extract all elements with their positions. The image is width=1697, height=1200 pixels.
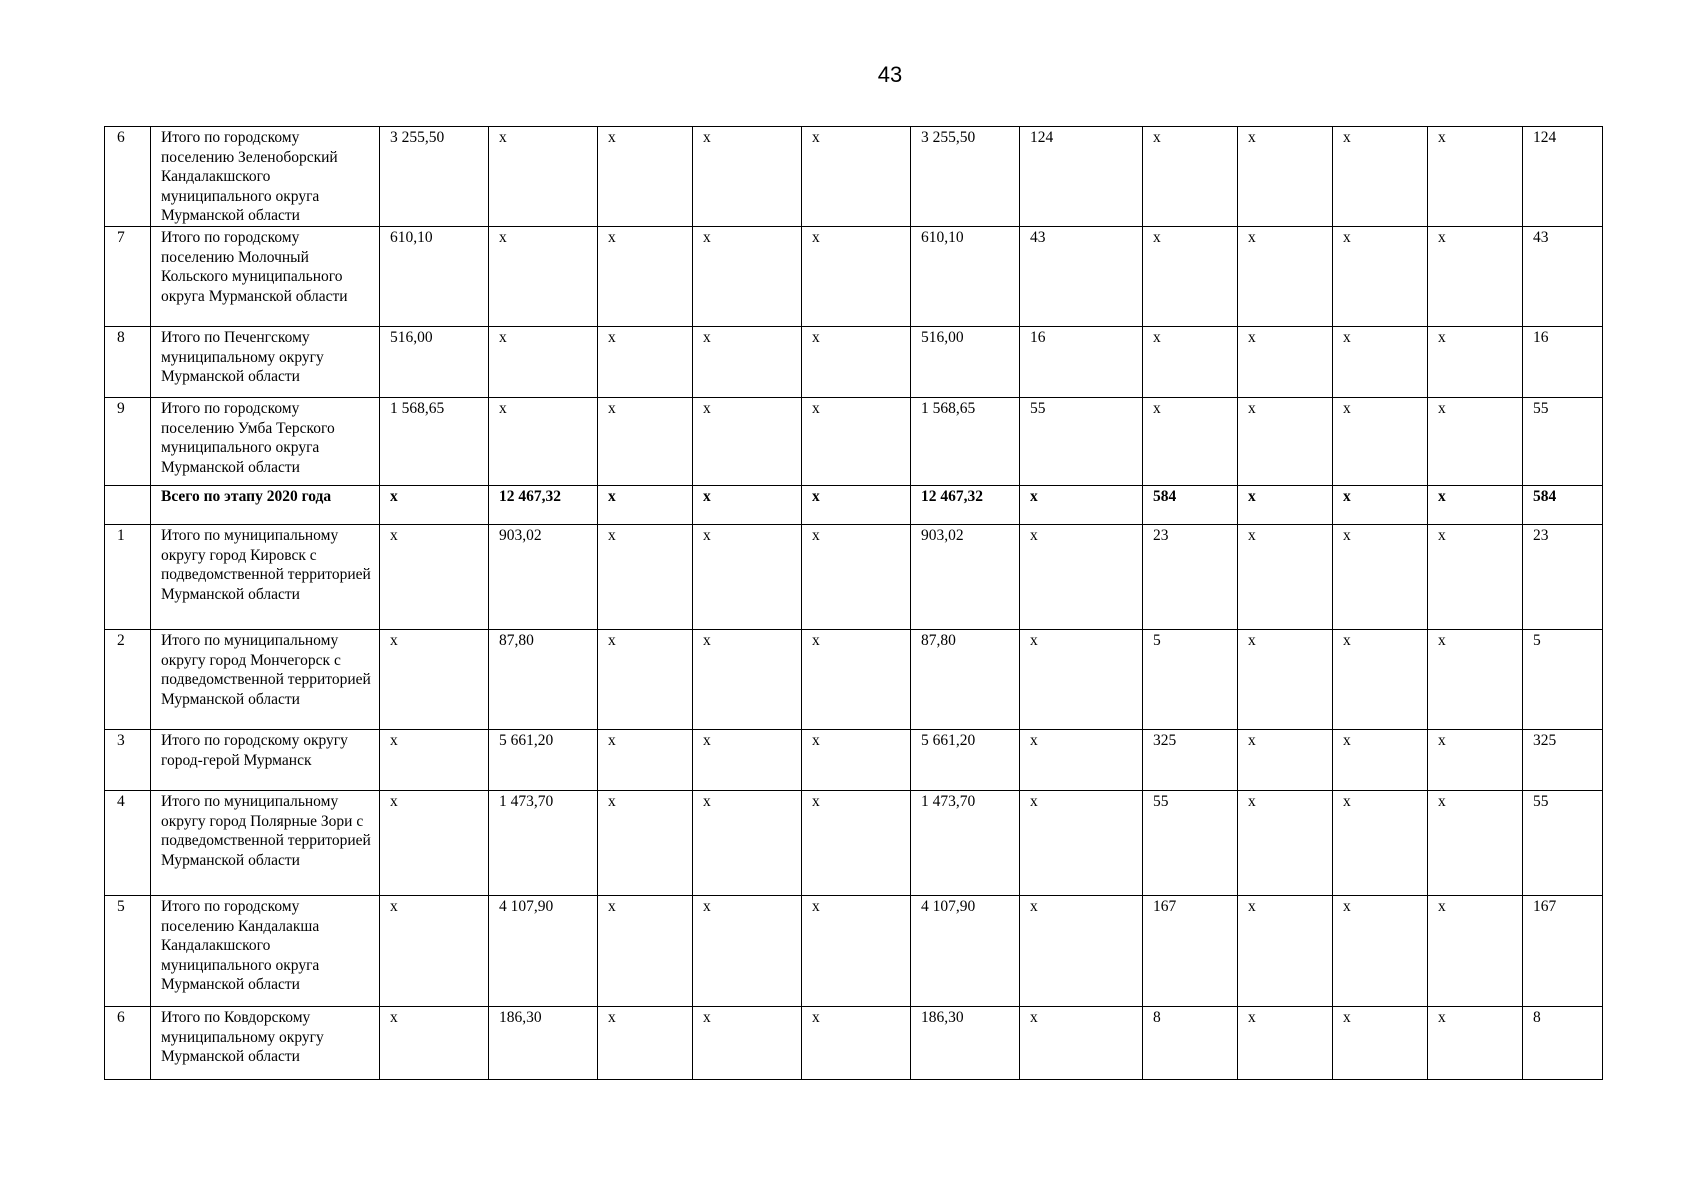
cell-col-11: x (1238, 791, 1333, 896)
cell-territory-name: Итого по городскому поселению Кандалакша Кандалакшского муниципального округа Мурманской области (151, 896, 380, 1007)
data-table (104, 126, 1603, 1080)
cell-col-8: 1 568,65 (911, 398, 1020, 486)
cell-col-5: x (598, 486, 693, 525)
cell-territory-name: Всего по этапу 2020 года (151, 486, 380, 525)
cell-col-9: 43 (1020, 227, 1143, 327)
cell-col-10: 584 (1143, 486, 1238, 525)
table-row (105, 227, 1603, 327)
cell-col-14: 43 (1523, 227, 1603, 327)
cell-col-8: 1 473,70 (911, 791, 1020, 896)
cell-col-14: 584 (1523, 486, 1603, 525)
cell-row-number: 6 (105, 1007, 151, 1080)
cell-col-7: x (802, 791, 911, 896)
cell-territory-name: Итого по городскому поселению Умба Терского муниципального округа Мурманской области (151, 398, 380, 486)
cell-territory-name: Итого по муниципальному округу город Мончегорск с подведомственной территорией Мурманской области (151, 630, 380, 730)
cell-col-11: x (1238, 896, 1333, 1007)
cell-col-12: x (1333, 227, 1428, 327)
cell-col-6: x (693, 127, 802, 227)
cell-col-9: 16 (1020, 327, 1143, 398)
cell-territory-name: Итого по городскому поселению Зеленоборский Кандалакшского муниципального округа Мурманской области (151, 127, 380, 227)
cell-col-6: x (693, 486, 802, 525)
cell-col-11: x (1238, 227, 1333, 327)
cell-col-12: x (1333, 730, 1428, 791)
table-body (105, 127, 1603, 1080)
cell-col-10: x (1143, 227, 1238, 327)
cell-row-number: 9 (105, 398, 151, 486)
cell-col-5: x (598, 398, 693, 486)
cell-col-11: x (1238, 730, 1333, 791)
cell-row-number: 3 (105, 730, 151, 791)
cell-territory-name: Итого по муниципальному округу город Кировск с подведомственной территорией Мурманской области (151, 525, 380, 630)
cell-col-12: x (1333, 525, 1428, 630)
cell-col-8: 4 107,90 (911, 896, 1020, 1007)
cell-col-9: x (1020, 525, 1143, 630)
table-row (105, 630, 1603, 730)
cell-col-10: x (1143, 398, 1238, 486)
cell-col-6: x (693, 630, 802, 730)
table-row (105, 730, 1603, 791)
cell-col-8: 87,80 (911, 630, 1020, 730)
cell-col-10: x (1143, 327, 1238, 398)
cell-col-4: 903,02 (489, 525, 598, 630)
cell-col-8: 903,02 (911, 525, 1020, 630)
cell-col-5: x (598, 896, 693, 1007)
cell-col-4: 186,30 (489, 1007, 598, 1080)
cell-col-3: 3 255,50 (380, 127, 489, 227)
cell-col-4: 1 473,70 (489, 791, 598, 896)
cell-col-11: x (1238, 1007, 1333, 1080)
cell-col-4: x (489, 127, 598, 227)
cell-col-3: 1 568,65 (380, 398, 489, 486)
cell-col-6: x (693, 398, 802, 486)
cell-col-5: x (598, 127, 693, 227)
cell-col-8: 610,10 (911, 227, 1020, 327)
cell-col-12: x (1333, 398, 1428, 486)
cell-col-4: 12 467,32 (489, 486, 598, 525)
cell-col-4: 4 107,90 (489, 896, 598, 1007)
cell-col-13: x (1428, 896, 1523, 1007)
cell-col-4: 5 661,20 (489, 730, 598, 791)
cell-col-14: 325 (1523, 730, 1603, 791)
cell-col-6: x (693, 791, 802, 896)
cell-col-6: x (693, 525, 802, 630)
cell-col-3: x (380, 730, 489, 791)
cell-territory-name: Итого по городскому округу город-герой Мурманск (151, 730, 380, 791)
cell-col-3: x (380, 630, 489, 730)
cell-col-13: x (1428, 127, 1523, 227)
cell-col-11: x (1238, 398, 1333, 486)
cell-col-10: 8 (1143, 1007, 1238, 1080)
cell-col-11: x (1238, 127, 1333, 227)
cell-col-14: 23 (1523, 525, 1603, 630)
cell-col-5: x (598, 1007, 693, 1080)
cell-col-11: x (1238, 525, 1333, 630)
cell-col-11: x (1238, 486, 1333, 525)
cell-col-6: x (693, 896, 802, 1007)
cell-col-12: x (1333, 127, 1428, 227)
cell-territory-name: Итого по Ковдорскому муниципальному округу Мурманской области (151, 1007, 380, 1080)
cell-col-14: 5 (1523, 630, 1603, 730)
cell-col-10: x (1143, 127, 1238, 227)
cell-col-14: 124 (1523, 127, 1603, 227)
cell-col-14: 8 (1523, 1007, 1603, 1080)
cell-col-3: x (380, 1007, 489, 1080)
cell-row-number: 1 (105, 525, 151, 630)
cell-col-9: x (1020, 1007, 1143, 1080)
cell-col-7: x (802, 227, 911, 327)
cell-col-6: x (693, 227, 802, 327)
cell-col-14: 16 (1523, 327, 1603, 398)
cell-row-number: 5 (105, 896, 151, 1007)
cell-col-12: x (1333, 630, 1428, 730)
cell-col-5: x (598, 630, 693, 730)
cell-col-13: x (1428, 227, 1523, 327)
table-total-row (105, 486, 1603, 525)
cell-col-9: x (1020, 486, 1143, 525)
cell-col-3: x (380, 791, 489, 896)
cell-col-11: x (1238, 327, 1333, 398)
cell-col-5: x (598, 791, 693, 896)
cell-col-5: x (598, 730, 693, 791)
cell-col-6: x (693, 327, 802, 398)
table-row (105, 1007, 1603, 1080)
cell-col-12: x (1333, 1007, 1428, 1080)
cell-col-8: 186,30 (911, 1007, 1020, 1080)
cell-row-number: 6 (105, 127, 151, 227)
cell-row-number (105, 486, 151, 525)
cell-territory-name: Итого по городскому поселению Молочный Кольского муниципального округа Мурманской области (151, 227, 380, 327)
cell-col-12: x (1333, 896, 1428, 1007)
table-row (105, 127, 1603, 227)
table-row (105, 791, 1603, 896)
cell-col-10: 55 (1143, 791, 1238, 896)
cell-col-10: 325 (1143, 730, 1238, 791)
cell-col-9: x (1020, 730, 1143, 791)
cell-col-8: 5 661,20 (911, 730, 1020, 791)
table-row (105, 327, 1603, 398)
cell-col-7: x (802, 398, 911, 486)
cell-col-11: x (1238, 630, 1333, 730)
cell-row-number: 4 (105, 791, 151, 896)
cell-col-13: x (1428, 525, 1523, 630)
cell-col-13: x (1428, 630, 1523, 730)
cell-col-14: 55 (1523, 398, 1603, 486)
cell-col-8: 3 255,50 (911, 127, 1020, 227)
cell-col-7: x (802, 486, 911, 525)
cell-col-7: x (802, 127, 911, 227)
cell-col-13: x (1428, 730, 1523, 791)
cell-col-8: 516,00 (911, 327, 1020, 398)
cell-territory-name: Итого по муниципальному округу город Полярные Зори с подведомственной территорией Мурманской области (151, 791, 380, 896)
table-row (105, 896, 1603, 1007)
cell-col-7: x (802, 896, 911, 1007)
cell-col-4: x (489, 398, 598, 486)
cell-col-3: 610,10 (380, 227, 489, 327)
cell-col-5: x (598, 525, 693, 630)
cell-col-13: x (1428, 327, 1523, 398)
cell-col-12: x (1333, 486, 1428, 525)
cell-col-4: 87,80 (489, 630, 598, 730)
cell-col-14: 167 (1523, 896, 1603, 1007)
cell-col-13: x (1428, 486, 1523, 525)
cell-col-7: x (802, 1007, 911, 1080)
cell-col-6: x (693, 730, 802, 791)
cell-col-9: 124 (1020, 127, 1143, 227)
cell-col-3: x (380, 525, 489, 630)
cell-col-13: x (1428, 791, 1523, 896)
cell-col-7: x (802, 630, 911, 730)
cell-col-8: 12 467,32 (911, 486, 1020, 525)
cell-col-9: 55 (1020, 398, 1143, 486)
cell-col-9: x (1020, 791, 1143, 896)
cell-col-4: x (489, 327, 598, 398)
cell-col-6: x (693, 1007, 802, 1080)
cell-col-13: x (1428, 398, 1523, 486)
cell-territory-name: Итого по Печенгскому муниципальному округу Мурманской области (151, 327, 380, 398)
cell-col-4: x (489, 227, 598, 327)
cell-col-10: 23 (1143, 525, 1238, 630)
cell-col-13: x (1428, 1007, 1523, 1080)
cell-row-number: 8 (105, 327, 151, 398)
cell-col-5: x (598, 327, 693, 398)
cell-col-14: 55 (1523, 791, 1603, 896)
cell-col-3: 516,00 (380, 327, 489, 398)
cell-col-12: x (1333, 327, 1428, 398)
cell-row-number: 2 (105, 630, 151, 730)
cell-col-9: x (1020, 896, 1143, 1007)
cell-row-number: 7 (105, 227, 151, 327)
page-number: 43 (877, 62, 903, 87)
cell-col-7: x (802, 327, 911, 398)
cell-col-10: 167 (1143, 896, 1238, 1007)
cell-col-10: 5 (1143, 630, 1238, 730)
cell-col-3: x (380, 896, 489, 1007)
cell-col-5: x (598, 227, 693, 327)
cell-col-7: x (802, 730, 911, 791)
cell-col-9: x (1020, 630, 1143, 730)
cell-col-3: x (380, 486, 489, 525)
table-row (105, 525, 1603, 630)
cell-col-12: x (1333, 791, 1428, 896)
table-row (105, 398, 1603, 486)
cell-col-7: x (802, 525, 911, 630)
